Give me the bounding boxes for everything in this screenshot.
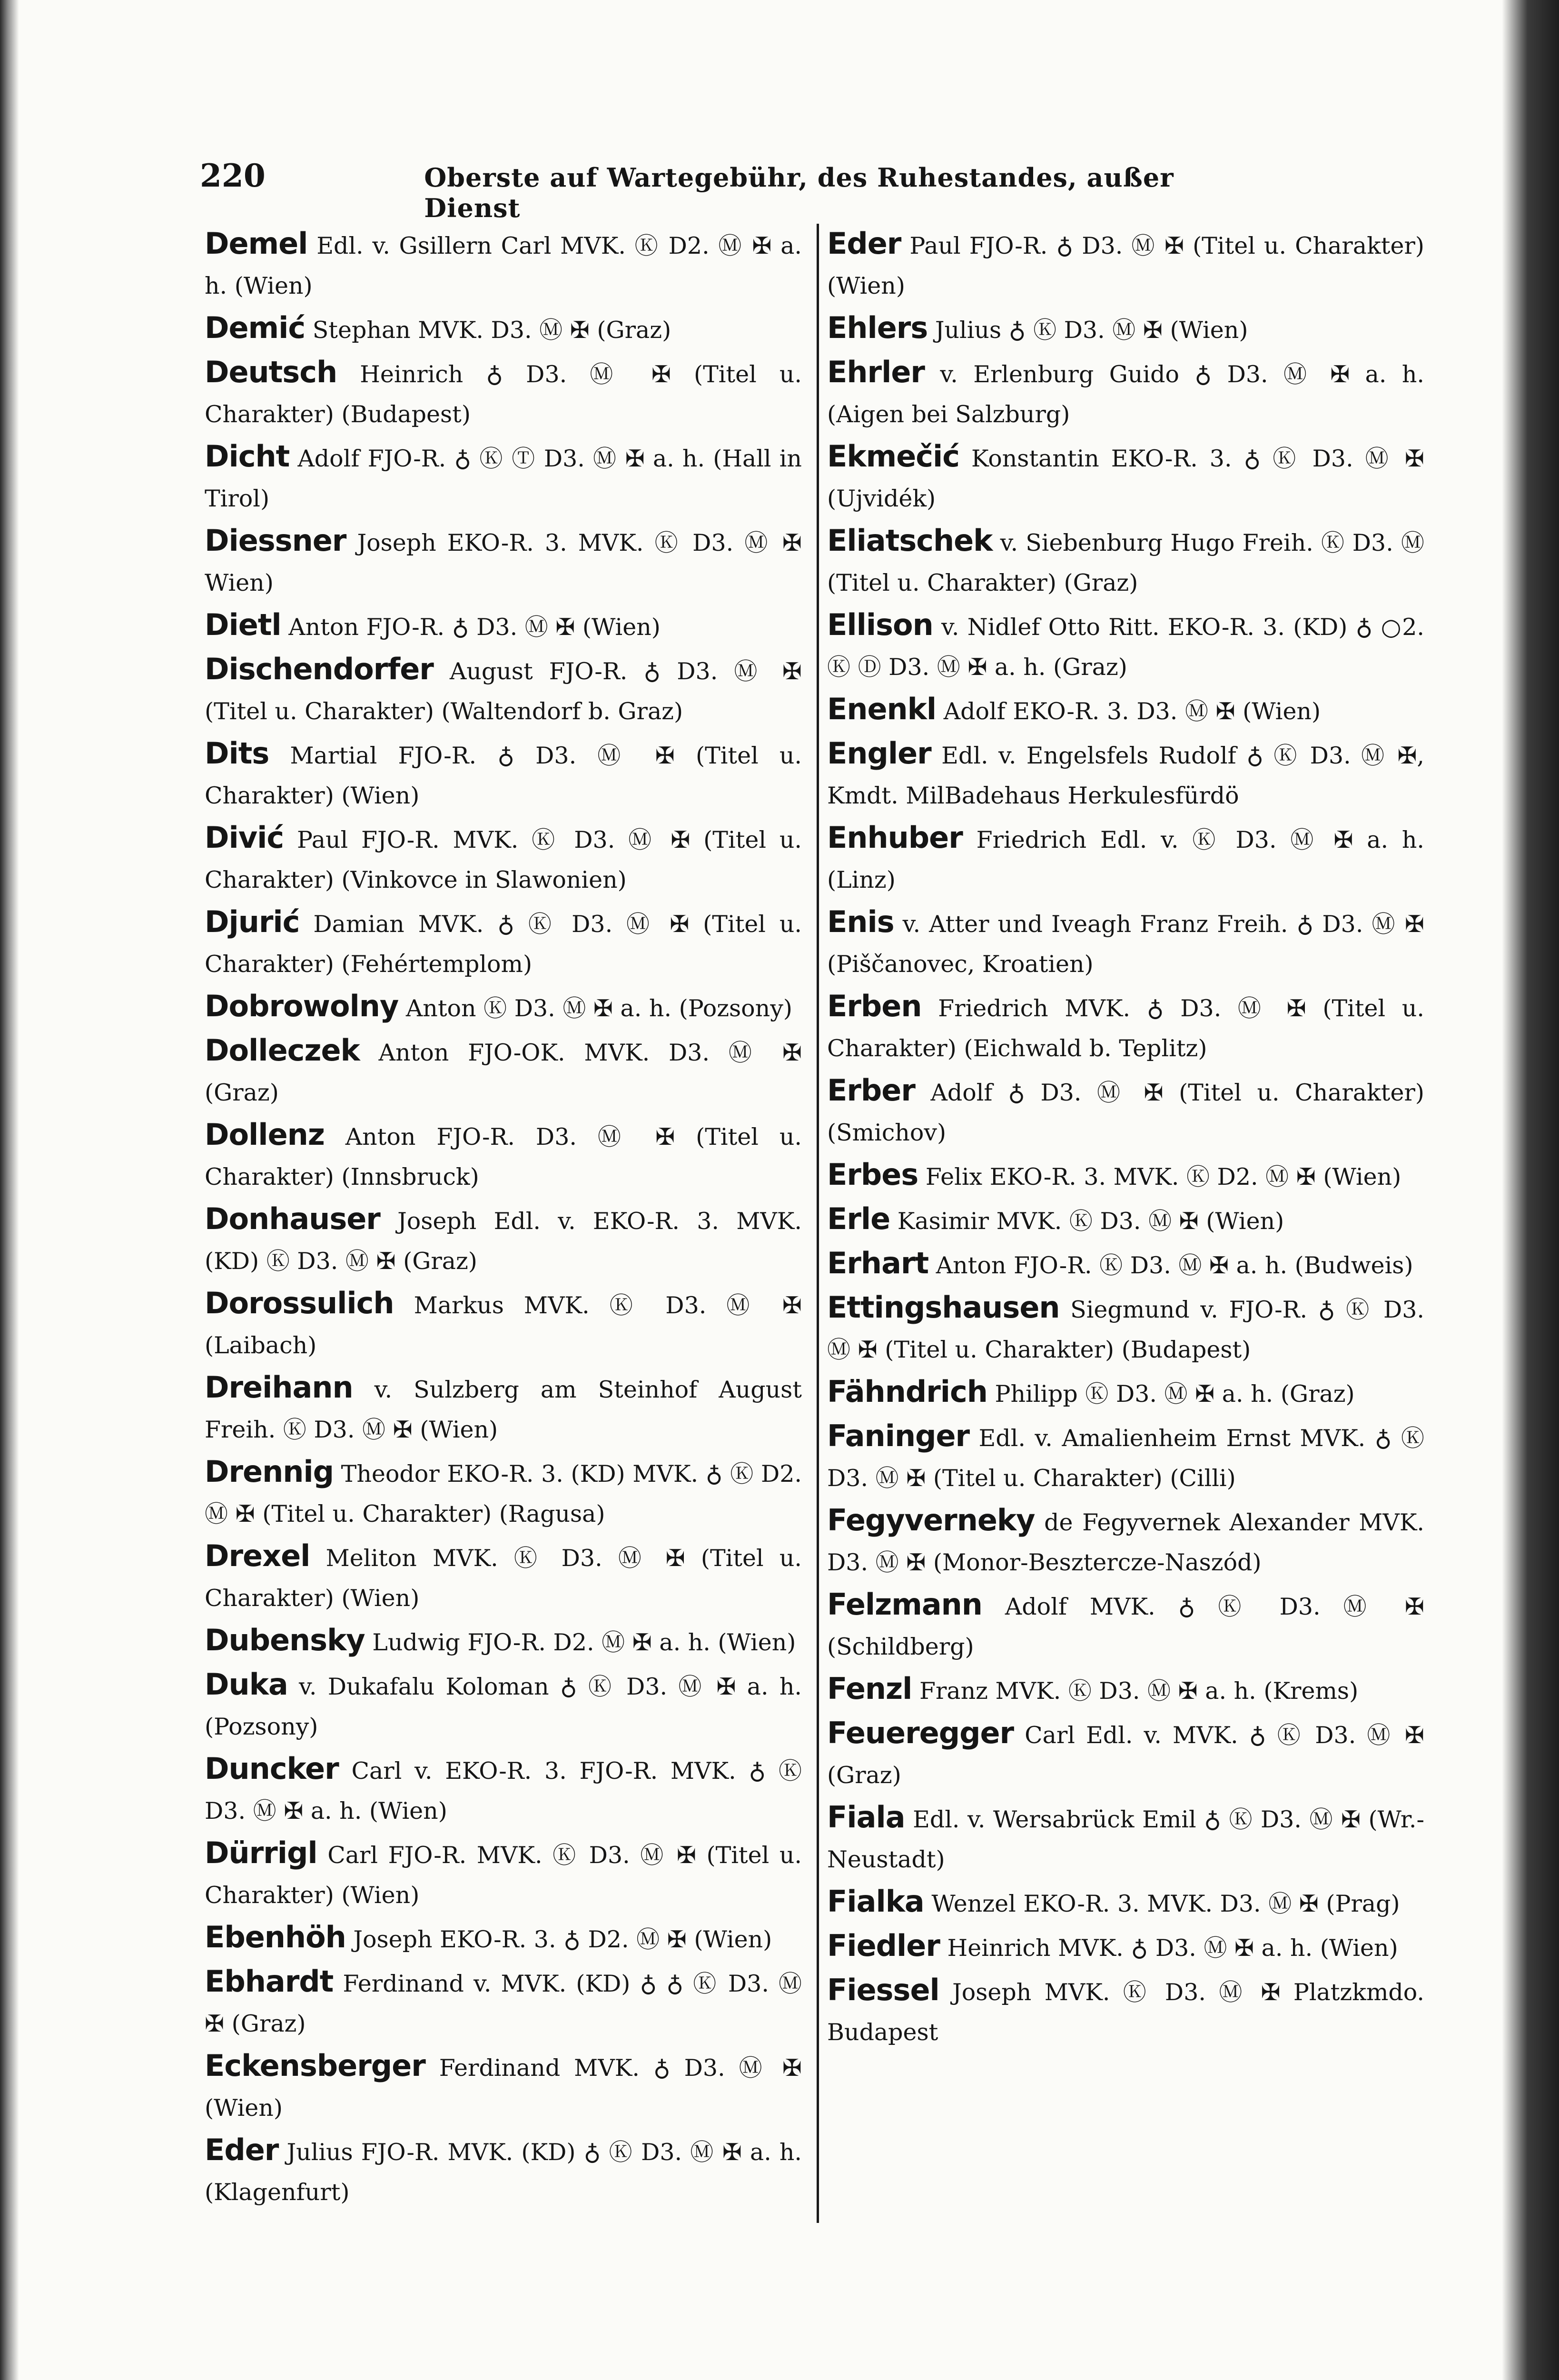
entry-surname: Dubensky (205, 1623, 365, 1657)
entry-details: Adolf FJO-R. ♁ Ⓚ Ⓣ D3. Ⓜ ✠ a. h. (Hall in Tirol) (205, 445, 802, 512)
entry-details: Ferdinand v. MVK. (KD) ♁ ♁ Ⓚ D3. Ⓜ ✠ (Graz) (205, 1970, 802, 2037)
entry-surname: Fiessel (827, 1973, 939, 2007)
directory-entry (827, 1199, 1424, 1241)
entry-surname: Dollenz (205, 1117, 325, 1152)
running-header (200, 157, 1199, 223)
entry-surname: Erbes (827, 1157, 918, 1192)
directory-entry (205, 308, 802, 350)
entry-surname: Eliatschek (827, 523, 993, 558)
entry-details: Felix EKO-R. 3. MVK. Ⓚ D2. Ⓜ ✠ (Wien) (918, 1163, 1401, 1190)
directory-entry (205, 352, 802, 435)
entry-details: Theodor EKO-R. 3. (KD) MVK. ♁ Ⓚ D2. Ⓜ ✠ (Titel u. Charakter) (Ragusa) (205, 1460, 802, 1527)
entry-details: Paul FJO-R. MVK. Ⓚ D3. Ⓜ ✠ (Titel u. Charakter) (Vinkovce in Slawonien) (205, 826, 802, 893)
entry-surname: Djurić (205, 904, 300, 939)
directory-entry (827, 224, 1424, 306)
directory-entry (205, 1917, 802, 1960)
directory-entry (205, 521, 802, 603)
directory-entry (827, 1585, 1424, 1667)
entry-surname: Diessner (205, 523, 346, 558)
entry-surname: Dicht (205, 439, 290, 474)
directory-entry (827, 308, 1424, 350)
entry-surname: Dürrigl (205, 1835, 317, 1870)
entry-details: Edl. v. Engelsfels Rudolf ♁ Ⓚ D3. Ⓜ ✠, Kmdt. MilBadehaus Herkulesfürdö (827, 742, 1424, 809)
directory-entry (205, 734, 802, 816)
entry-details: Philipp Ⓚ D3. Ⓜ ✠ a. h. (Graz) (987, 1380, 1355, 1408)
entry-details: Carl Edl. v. MVK. ♁ Ⓚ D3. Ⓜ ✠ (Graz) (827, 1722, 1424, 1789)
entry-surname: Duka (205, 1667, 288, 1702)
entry-details: August FJO-R. ♁ D3. Ⓜ ✠ (Titel u. Charakter) (Waltendorf b. Graz) (205, 658, 802, 725)
entry-surname: Feueregger (827, 1716, 1014, 1750)
entry-details: Edl. v. Amalienheim Ernst MVK. ♁ Ⓚ D3. Ⓜ ✠ (Titel u. Charakter) (Cilli) (827, 1425, 1424, 1492)
entry-surname: Duncker (205, 1751, 339, 1786)
entry-details: v. Siebenburg Hugo Freih. Ⓚ D3. Ⓜ (Titel u. Charakter) (Graz) (827, 529, 1424, 596)
entry-details: Edl. v. Gsillern Carl MVK. Ⓚ D2. Ⓜ ✠ a. h. (Wien) (205, 232, 802, 299)
page-number: 220 (200, 157, 266, 194)
entry-surname: Engler (827, 736, 931, 771)
directory-entry (205, 1536, 802, 1618)
entry-surname: Demić (205, 310, 306, 345)
directory-entry (827, 689, 1424, 732)
entry-details: v. Atter und Iveagh Franz Freih. ♁ D3. Ⓜ ✠ (Piščanovec, Kroatien) (827, 911, 1424, 978)
entry-surname: Dits (205, 736, 269, 771)
directory-entry (205, 1031, 802, 1113)
directory-entry (827, 605, 1424, 687)
directory-entry (827, 1372, 1424, 1414)
entry-details: v. Erlenburg Guido ♁ D3. Ⓜ ✠ a. h. (Aigen bei Salzburg) (827, 361, 1424, 428)
entry-details: v. Sulzberg am Steinhof August Freih. Ⓚ D3. Ⓜ ✠ (Wien) (205, 1376, 802, 1443)
entry-surname: Fialka (827, 1884, 924, 1919)
entry-details: Meliton MVK. Ⓚ D3. Ⓜ ✠ (Titel u. Charakter) (Wien) (205, 1545, 802, 1612)
entry-details: Julius ♁ Ⓚ D3. Ⓜ ✠ (Wien) (928, 317, 1248, 344)
column-divider (817, 224, 819, 2223)
entry-surname: Deutsch (205, 355, 337, 389)
entry-surname: Dietl (205, 607, 281, 642)
directory-entry (827, 1500, 1424, 1583)
entry-surname: Fiedler (827, 1928, 940, 1963)
entry-details: Anton Ⓚ D3. Ⓜ ✠ a. h. (Pozsony) (398, 995, 793, 1022)
directory-entry (205, 1452, 802, 1534)
directory-entry (205, 986, 802, 1029)
entry-details: Markus MVK. Ⓚ D3. Ⓜ ✠ (Laibach) (205, 1292, 802, 1359)
entry-details: Joseph EKO-R. 3. ♁ D2. Ⓜ ✠ (Wien) (345, 1926, 772, 1953)
directory-entry (827, 1416, 1424, 1498)
entry-details: Anton FJO-R. D3. Ⓜ ✠ (Titel u. Charakter) (Innsbruck) (205, 1123, 802, 1190)
directory-entry (205, 902, 802, 984)
entry-surname: Eder (205, 2132, 279, 2167)
entry-surname: Ehlers (827, 310, 928, 345)
entry-details: Joseph MVK. Ⓚ D3. Ⓜ ✠ Platzkmdo. Budapest (827, 1979, 1424, 2046)
entry-surname: Fiala (827, 1800, 905, 1835)
entry-surname: Felzmann (827, 1587, 982, 1622)
directory-entry (205, 818, 802, 900)
entry-details: Franz MVK. Ⓚ D3. Ⓜ ✠ a. h. (Krems) (912, 1677, 1359, 1705)
directory-entry (205, 605, 802, 647)
entry-details: Carl FJO-R. MVK. Ⓚ D3. Ⓜ ✠ (Titel u. Charakter) (Wien) (205, 1842, 802, 1909)
entry-details: Adolf MVK. ♁ Ⓚ D3. Ⓜ ✠ (Schildberg) (827, 1593, 1424, 1660)
entry-details: Heinrich ♁ D3. Ⓜ ✠ (Titel u. Charakter) (Budapest) (205, 361, 802, 428)
entry-surname: Ehrler (827, 355, 925, 389)
entry-details: Friedrich Edl. v. Ⓚ D3. Ⓜ ✠ a. h. (Linz) (827, 826, 1425, 893)
directory-entry (205, 1833, 802, 1915)
entry-details: Anton FJO-R. Ⓚ D3. Ⓜ ✠ a. h. (Budweis) (928, 1252, 1413, 1279)
entry-details: Paul FJO-R. ♁ D3. Ⓜ ✠ (Titel u. Charakter) (Wien) (827, 232, 1424, 299)
entry-details: Siegmund v. FJO-R. ♁ Ⓚ D3. Ⓜ ✠ (Titel u. Charakter) (Budapest) (827, 1296, 1424, 1363)
directory-entry (205, 1115, 802, 1197)
entry-details: Joseph EKO-R. 3. MVK. Ⓚ D3. Ⓜ ✠ Wien) (205, 529, 802, 596)
entry-details: Stephan MVK. D3. Ⓜ ✠ (Graz) (305, 317, 671, 344)
entry-details: v. Dukafalu Koloman ♁ Ⓚ D3. Ⓜ ✠ a. h. (Pozsony) (205, 1673, 802, 1740)
directory-entry (827, 818, 1424, 900)
right-column (827, 224, 1424, 2054)
entry-surname: Erber (827, 1073, 915, 1108)
entry-details: Heinrich MVK. ♁ D3. Ⓜ ✠ a. h. (Wien) (939, 1934, 1398, 1962)
entry-surname: Dobrowolny (205, 989, 399, 1023)
entry-surname: Donhauser (205, 1201, 380, 1236)
entry-surname: Divić (205, 820, 284, 855)
directory-entry (827, 1970, 1424, 2053)
directory-entry (827, 1243, 1424, 1286)
directory-entry (205, 2130, 802, 2212)
entry-details: Wenzel EKO-R. 3. MVK. D3. Ⓜ ✠ (Prag) (924, 1890, 1400, 1917)
entry-details: Carl v. EKO-R. 3. FJO-R. MVK. ♁ Ⓚ D3. Ⓜ ✠ a. h. (Wien) (205, 1757, 802, 1825)
entry-surname: Ettingshausen (827, 1290, 1060, 1325)
directory-entry (827, 1288, 1424, 1370)
directory-entry (827, 436, 1424, 519)
entry-surname: Demel (205, 226, 308, 261)
entry-details: Joseph Edl. v. EKO-R. 3. MVK. (KD) Ⓚ D3. Ⓜ ✠ (Graz) (205, 1208, 802, 1275)
directory-entry (827, 1882, 1424, 1924)
directory-entry (827, 734, 1424, 816)
entry-surname: Erhart (827, 1246, 929, 1280)
page-title: Oberste auf Wartegebühr, des Ruhestandes, außer Dienst (424, 162, 1174, 223)
entry-details: Konstantin EKO-R. 3. ♁ Ⓚ D3. Ⓜ ✠ (Ujvidék) (827, 445, 1424, 512)
entry-surname: Dreihann (205, 1370, 353, 1405)
entry-details: Friedrich MVK. ♁ D3. Ⓜ ✠ (Titel u. Charakter) (Eichwald b. Teplitz) (827, 995, 1424, 1062)
entry-details: v. Nidlef Otto Ritt. EKO-R. 3. (KD) ♁ ○2. Ⓚ Ⓓ D3. Ⓜ ✠ a. h. (Graz) (827, 614, 1424, 681)
directory-entry (827, 521, 1424, 603)
entry-surname: Fenzl (827, 1671, 912, 1706)
directory-entry (205, 2046, 802, 2128)
left-column (205, 224, 802, 2214)
entry-surname: Erben (827, 989, 922, 1023)
directory-entry (205, 1962, 802, 2044)
entry-details: Kasimir MVK. Ⓚ D3. Ⓜ ✠ (Wien) (890, 1208, 1284, 1235)
directory-entry (827, 986, 1424, 1069)
entry-details: Edl. v. Wersabrück Emil ♁ Ⓚ D3. Ⓜ ✠ (Wr.-Neustadt) (827, 1806, 1424, 1873)
directory-entry (205, 224, 802, 306)
directory-entry (205, 436, 802, 519)
print-smudge (500, 2294, 833, 2309)
directory-entry (205, 1199, 802, 1281)
directory-entry (827, 1713, 1424, 1795)
entry-surname: Enhuber (827, 820, 963, 855)
entry-details: Ludwig FJO-R. D2. Ⓜ ✠ a. h. (Wien) (365, 1629, 796, 1656)
directory-entry (827, 1071, 1424, 1153)
entry-details: de Fegyvernek Alexander MVK. D3. Ⓜ ✠ (Monor-Besztercze-Naszód) (827, 1509, 1424, 1576)
entry-surname: Dorossulich (205, 1286, 394, 1320)
entry-surname: Eckensberger (205, 2048, 425, 2083)
directory-entry (205, 1620, 802, 1663)
entry-surname: Fähndrich (827, 1374, 987, 1409)
directory-entry (827, 1797, 1424, 1880)
entry-details: Martial FJO-R. ♁ D3. Ⓜ ✠ (Titel u. Charakter) (Wien) (205, 742, 802, 809)
entry-details: Adolf ♁ D3. Ⓜ ✠ (Titel u. Charakter) (Smichov) (827, 1079, 1424, 1146)
entry-surname: Ebhardt (205, 1964, 334, 1999)
entry-surname: Faninger (827, 1418, 970, 1453)
entry-details: Adolf EKO-R. 3. D3. Ⓜ ✠ (Wien) (936, 698, 1321, 725)
entry-details: Ferdinand MVK. ♁ D3. Ⓜ ✠ (Wien) (205, 2054, 802, 2122)
entry-surname: Enis (827, 904, 894, 939)
entry-details: Anton FJO-OK. MVK. D3. Ⓜ ✠ (Graz) (205, 1039, 802, 1106)
directory-entry (205, 1665, 802, 1747)
entry-surname: Ekmečić (827, 439, 959, 474)
entry-surname: Enenkl (827, 692, 937, 726)
entry-surname: Fegyverneky (827, 1503, 1035, 1537)
entry-details: Damian MVK. ♁ Ⓚ D3. Ⓜ ✠ (Titel u. Charakter) (Fehértemplom) (205, 911, 802, 978)
entry-surname: Dolleczek (205, 1033, 360, 1068)
entry-surname: Erle (827, 1201, 890, 1236)
directory-entry (827, 352, 1424, 435)
directory-entry (205, 1749, 802, 1831)
directory-entry (827, 1155, 1424, 1197)
directory-entry (205, 649, 802, 732)
entry-details: Julius FJO-R. MVK. (KD) ♁ Ⓚ D3. Ⓜ ✠ a. h. (Klagenfurt) (205, 2139, 802, 2206)
directory-entry (827, 1669, 1424, 1711)
directory-entry (205, 1368, 802, 1450)
directory-entry (827, 902, 1424, 984)
entry-surname: Drennig (205, 1454, 334, 1489)
entry-surname: Ellison (827, 607, 933, 642)
entry-details: Anton FJO-R. ♁ D3. Ⓜ ✠ (Wien) (281, 614, 661, 641)
entry-surname: Ebenhöh (205, 1920, 346, 1954)
directory-entry (205, 1283, 802, 1366)
directory-entry (827, 1926, 1424, 1968)
entry-surname: Drexel (205, 1538, 310, 1573)
entry-surname: Eder (827, 226, 901, 261)
entry-surname: Dischendorfer (205, 652, 434, 686)
